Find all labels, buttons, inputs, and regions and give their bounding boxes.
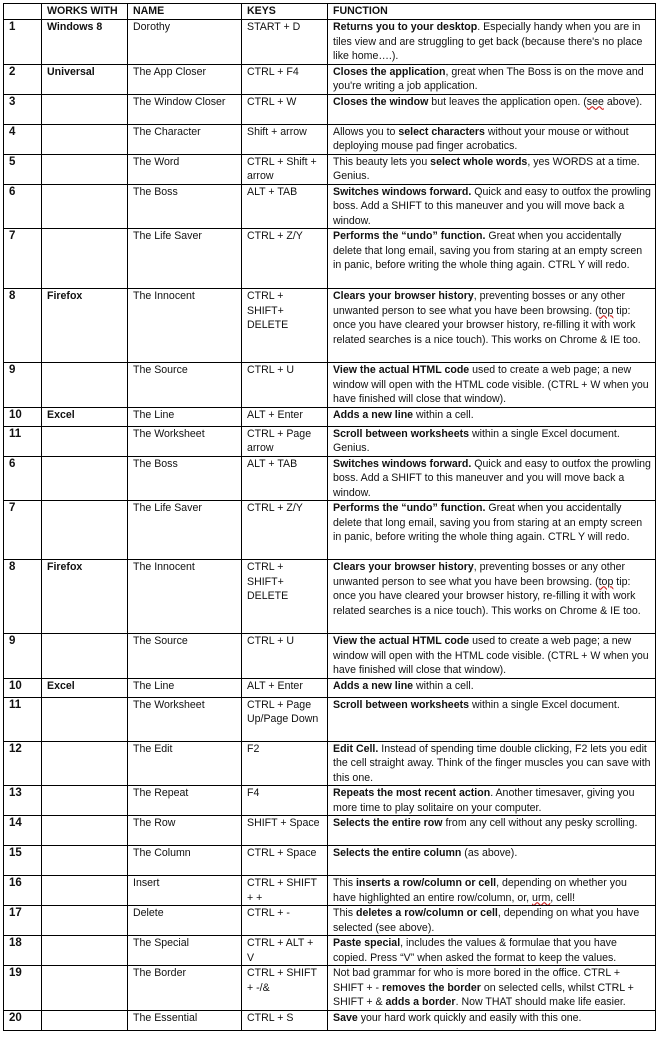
function-text: Quick and easy to outfox the prowling boss. Add a SHIFT to this maneuver and you will move back a window. (333, 185, 651, 227)
function-text: tip: once you have cleared your browser history, re-filling it with work related searches is a nice touch). This works on Chrome & IE too. (333, 575, 641, 617)
keys-cell: CTRL + Shift + arrow (242, 154, 328, 184)
name-cell: The Boss (128, 184, 242, 229)
name-cell: The Special (128, 936, 242, 966)
table-row (4, 363, 656, 408)
table-row (4, 501, 656, 560)
works-with-cell (42, 426, 128, 456)
table-row (4, 678, 656, 697)
function-text: but leaves the application open. ( (428, 95, 587, 108)
header-works-with: WORKS WITH (42, 4, 128, 20)
table-row (4, 229, 656, 289)
function-bold-text: Selects the entire column (333, 847, 462, 859)
shortcuts-document (3, 3, 655, 1031)
row-number: 9 (4, 363, 42, 408)
function-bold-text: adds a border (385, 996, 456, 1008)
function-text: , yes WORDS at a time. Genius. (333, 155, 640, 182)
keys-cell: CTRL + Page Up/Page Down (242, 697, 328, 741)
function-cell (328, 678, 656, 697)
function-bold-text: Performs the “undo” function. (333, 230, 486, 242)
table-row (4, 1010, 656, 1030)
name-cell: The Column (128, 846, 242, 876)
function-text: , depending on whether you have highlighted an entire row/column, or, (333, 877, 627, 904)
function-bold-text: Save (333, 1011, 358, 1024)
function-text: Great when you accidentally delete that long email, saving you from staring at an empty screen in panic, before writing the whole thing again. CTRL Y will redo. (333, 502, 643, 543)
table-header-row (4, 4, 656, 20)
works-with-cell (42, 634, 128, 679)
function-bold-text: View the actual HTML code (333, 364, 470, 376)
function-text: , cell! (550, 891, 576, 904)
function-cell (328, 289, 656, 363)
function-text: This (333, 877, 356, 889)
keys-cell: CTRL + ALT + V (242, 936, 328, 966)
function-text: Instead of spending time double clicking, F2 lets you edit the cell straight away. Think of the finger muscles you can save with this one. (333, 742, 651, 784)
row-number: 13 (4, 786, 42, 816)
function-cell (328, 20, 656, 65)
function-spellcheck-text: urm (532, 891, 551, 904)
function-cell (328, 456, 656, 501)
row-number: 19 (4, 966, 42, 1011)
name-cell: The Edit (128, 741, 242, 786)
works-with-cell (42, 966, 128, 1011)
name-cell: The Worksheet (128, 426, 242, 456)
table-row (4, 634, 656, 679)
row-number: 17 (4, 906, 42, 936)
works-with-cell (42, 94, 128, 124)
works-with-cell (42, 936, 128, 966)
table-row (4, 154, 656, 184)
function-text: . Another timesaver, giving you more time to play solitaire on your computer. (333, 787, 635, 814)
header-name: NAME (128, 4, 242, 20)
row-number: 5 (4, 154, 42, 184)
function-cell (328, 906, 656, 936)
table-row (4, 426, 656, 456)
table-row (4, 94, 656, 124)
name-cell: The Life Saver (128, 229, 242, 289)
function-cell (328, 846, 656, 876)
row-number: 11 (4, 697, 42, 741)
row-number: 11 (4, 426, 42, 456)
function-text: within a cell. (413, 408, 474, 421)
works-with-cell (42, 816, 128, 846)
function-bold-text: inserts a row/column or cell (355, 877, 497, 889)
keys-cell: F4 (242, 786, 328, 816)
row-number: 10 (4, 678, 42, 697)
keys-cell: CTRL + SHIFT + -/& (242, 966, 328, 1011)
function-bold-text: Paste special (333, 937, 401, 949)
name-cell: Dorothy (128, 20, 242, 65)
function-cell (328, 229, 656, 289)
function-bold-text: Repeats the most recent action (333, 787, 491, 799)
function-cell (328, 936, 656, 966)
function-text: , great when The Boss is on the move and you're writing a job application. (333, 65, 644, 92)
function-bold-text: Performs the “undo” function. (333, 502, 486, 514)
name-cell: The Row (128, 816, 242, 846)
keys-cell: CTRL + F4 (242, 64, 328, 94)
row-number: 6 (4, 456, 42, 501)
name-cell: The Line (128, 678, 242, 697)
function-bold-text: removes the border (381, 981, 481, 994)
table-row (4, 407, 656, 426)
name-cell: The Source (128, 363, 242, 408)
function-bold-text: View the actual HTML code (333, 635, 470, 647)
function-text: without your mouse or without deploying mouse pad finger acrobatics. (333, 125, 629, 152)
row-number: 12 (4, 741, 42, 786)
keys-cell: CTRL + Page arrow (242, 426, 328, 456)
keys-cell: CTRL + U (242, 634, 328, 679)
works-with-cell (42, 741, 128, 786)
table-row (4, 816, 656, 846)
header-number (4, 4, 42, 20)
function-cell (328, 786, 656, 816)
function-bold-text: Edit Cell. (333, 742, 379, 755)
works-with-cell (42, 697, 128, 741)
table-row (4, 456, 656, 501)
works-with-cell: Universal (42, 64, 128, 94)
name-cell: The Worksheet (128, 697, 242, 741)
function-text: Allows you to (333, 125, 399, 138)
function-text: above). (603, 95, 643, 108)
table-row (4, 289, 656, 363)
function-bold-text: Switches windows forward. (333, 457, 472, 470)
function-bold-text: Clears your browser history (333, 290, 474, 302)
row-number: 6 (4, 184, 42, 229)
table-row (4, 966, 656, 1011)
function-bold-text: Scroll between worksheets (333, 427, 470, 440)
function-spellcheck-text: top (598, 575, 614, 588)
works-with-cell: Excel (42, 678, 128, 697)
function-cell (328, 154, 656, 184)
name-cell: The Character (128, 124, 242, 154)
function-text: , preventing bosses or any other unwanted person to see what you have been browsing. ( (333, 561, 626, 588)
works-with-cell (42, 154, 128, 184)
name-cell: Insert (128, 876, 242, 906)
function-bold-text: deletes a row/column or cell (355, 907, 498, 919)
name-cell: Delete (128, 906, 242, 936)
function-cell (328, 501, 656, 560)
function-text: Great when you accidentally delete that long email, saving you from staring at an empty screen in panic, before writing the whole thing again. CTRL Y will redo. (333, 230, 643, 271)
row-number: 4 (4, 124, 42, 154)
function-text: This beauty lets you (333, 155, 431, 168)
function-bold-text: Closes the application (333, 65, 446, 78)
header-keys: KEYS (242, 4, 328, 20)
function-bold-text: Switches windows forward. (333, 185, 472, 198)
works-with-cell (42, 501, 128, 560)
name-cell: The Boss (128, 456, 242, 501)
keys-cell: ALT + TAB (242, 456, 328, 501)
row-number: 15 (4, 846, 42, 876)
table-row (4, 20, 656, 65)
works-with-cell: Excel (42, 407, 128, 426)
table-row (4, 936, 656, 966)
row-number: 3 (4, 94, 42, 124)
function-text: This (333, 907, 356, 919)
function-cell (328, 363, 656, 408)
function-cell (328, 816, 656, 846)
keys-cell: CTRL + S (242, 1010, 328, 1030)
table-row (4, 124, 656, 154)
works-with-cell (42, 906, 128, 936)
function-text: , depending on what you have selected (see above). (333, 907, 640, 934)
keys-cell: CTRL + Z/Y (242, 229, 328, 289)
row-number: 14 (4, 816, 42, 846)
works-with-cell (42, 1010, 128, 1030)
function-spellcheck-text: top (598, 304, 614, 317)
name-cell: The Word (128, 154, 242, 184)
works-with-cell: Firefox (42, 560, 128, 634)
table-row (4, 846, 656, 876)
function-bold-text: select whole words (430, 155, 528, 168)
keys-cell: CTRL + SHIFT+ DELETE (242, 289, 328, 363)
name-cell: The Innocent (128, 560, 242, 634)
function-cell (328, 407, 656, 426)
name-cell: The App Closer (128, 64, 242, 94)
name-cell: The Window Closer (128, 94, 242, 124)
keys-cell: CTRL + - (242, 906, 328, 936)
function-text: tip: once you have cleared your browser history, re-filling it with work related searches is a nice touch). This works on Chrome & IE too. (333, 304, 641, 346)
function-cell (328, 184, 656, 229)
keys-cell: CTRL + SHIFT+ DELETE (242, 560, 328, 634)
function-cell (328, 124, 656, 154)
row-number: 7 (4, 229, 42, 289)
table-body (4, 20, 656, 1031)
works-with-cell (42, 363, 128, 408)
header-function: FUNCTION (328, 4, 656, 20)
shortcuts-table (3, 3, 656, 1031)
function-text: your hard work quickly and easily with this one. (357, 1011, 582, 1024)
function-cell (328, 634, 656, 679)
name-cell: The Source (128, 634, 242, 679)
function-cell (328, 560, 656, 634)
function-text: . Now THAT should make life easier. (455, 996, 626, 1008)
function-text: used to create a web page; a new window will open with the HTML code visible. (CTRL + W when you have finished will close that window). (333, 364, 649, 405)
works-with-cell (42, 229, 128, 289)
keys-cell: ALT + Enter (242, 678, 328, 697)
function-bold-text: Adds a new line (333, 679, 414, 692)
function-text: within a single Excel document. (469, 698, 620, 711)
works-with-cell: Firefox (42, 289, 128, 363)
function-text: within a cell. (413, 679, 474, 692)
row-number: 20 (4, 1010, 42, 1030)
function-cell (328, 741, 656, 786)
function-cell (328, 426, 656, 456)
function-bold-text: Adds a new line (333, 408, 414, 421)
works-with-cell: Windows 8 (42, 20, 128, 65)
name-cell: The Repeat (128, 786, 242, 816)
table-row (4, 560, 656, 634)
row-number: 18 (4, 936, 42, 966)
function-text: , preventing bosses or any other unwanted person to see what you have been browsing. ( (333, 290, 626, 317)
function-text: Quick and easy to outfox the prowling boss. Add a SHIFT to this maneuver and you will move back a window. (333, 457, 651, 499)
table-row (4, 741, 656, 786)
function-text: from any cell without any pesky scrolling. (442, 817, 638, 829)
function-text: . Especially handy when you are in tiles view and are struggling to get back (because there's no place like home….). (333, 21, 643, 62)
function-cell (328, 966, 656, 1011)
function-text: Not bad grammar for who is more bored in the office. CTRL + SHIFT + - (333, 967, 621, 994)
keys-cell: F2 (242, 741, 328, 786)
row-number: 1 (4, 20, 42, 65)
row-number: 8 (4, 289, 42, 363)
function-bold-text: Returns you to your desktop (333, 21, 478, 33)
name-cell: The Innocent (128, 289, 242, 363)
function-cell (328, 94, 656, 124)
keys-cell: SHIFT + Space (242, 816, 328, 846)
function-cell (328, 1010, 656, 1030)
table-row (4, 697, 656, 741)
works-with-cell (42, 184, 128, 229)
keys-cell: ALT + Enter (242, 407, 328, 426)
row-number: 9 (4, 634, 42, 679)
function-spellcheck-text: see (586, 95, 604, 108)
works-with-cell (42, 786, 128, 816)
row-number: 10 (4, 407, 42, 426)
keys-cell: CTRL + SHIFT + + (242, 876, 328, 906)
function-bold-text: Scroll between worksheets (333, 698, 470, 711)
keys-cell: CTRL + Space (242, 846, 328, 876)
works-with-cell (42, 124, 128, 154)
function-text: within a single Excel document. Genius. (333, 427, 620, 454)
function-text: on selected cells, whilst CTRL + SHIFT + & (333, 981, 634, 1008)
name-cell: The Life Saver (128, 501, 242, 560)
table-row (4, 184, 656, 229)
table-row (4, 786, 656, 816)
works-with-cell (42, 456, 128, 501)
table-row (4, 906, 656, 936)
row-number: 2 (4, 64, 42, 94)
function-cell (328, 876, 656, 906)
name-cell: The Line (128, 407, 242, 426)
function-cell (328, 64, 656, 94)
row-number: 7 (4, 501, 42, 560)
keys-cell: CTRL + U (242, 363, 328, 408)
keys-cell: START + D (242, 20, 328, 65)
name-cell: The Essential (128, 1010, 242, 1030)
works-with-cell (42, 876, 128, 906)
keys-cell: CTRL + Z/Y (242, 501, 328, 560)
function-bold-text: select characters (398, 125, 485, 138)
keys-cell: CTRL + W (242, 94, 328, 124)
keys-cell: Shift + arrow (242, 124, 328, 154)
table-row (4, 876, 656, 906)
function-text: used to create a web page; a new window will open with the HTML code visible. (CTRL + W when you have finished will close that window). (333, 635, 649, 676)
function-bold-text: Closes the window (333, 95, 429, 108)
function-cell (328, 697, 656, 741)
row-number: 8 (4, 560, 42, 634)
function-bold-text: Clears your browser history (333, 561, 474, 573)
works-with-cell (42, 846, 128, 876)
function-bold-text: Selects the entire row (333, 817, 443, 829)
function-text: , includes the values & formulae that you have copied. Press “V” when asked the format to keep the values. (333, 937, 617, 964)
keys-cell: ALT + TAB (242, 184, 328, 229)
function-text: (as above). (461, 847, 518, 859)
name-cell: The Border (128, 966, 242, 1011)
row-number: 16 (4, 876, 42, 906)
table-row (4, 64, 656, 94)
